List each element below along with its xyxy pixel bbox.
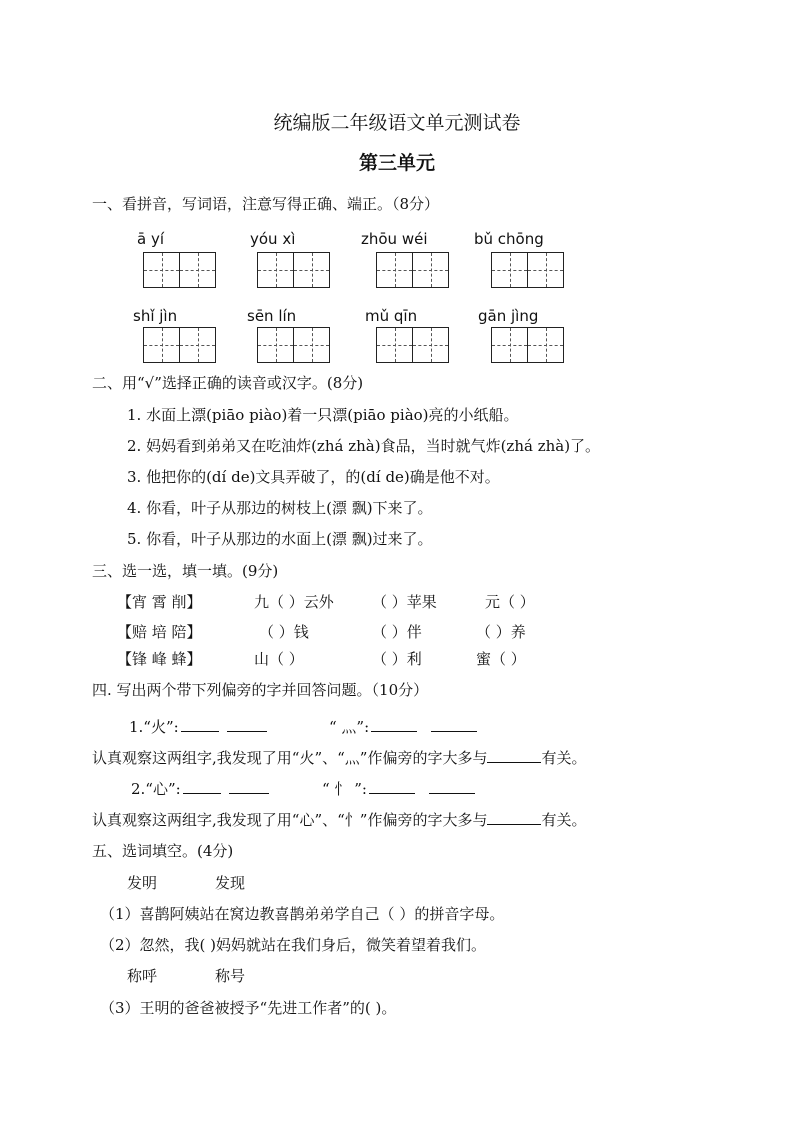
writing-grid-5[interactable] xyxy=(143,327,216,363)
fill-blank: （ ）养 xyxy=(476,623,526,641)
question-line xyxy=(129,716,267,737)
answer-blank[interactable] xyxy=(369,779,415,794)
word-choice: 发明 xyxy=(127,874,158,892)
char-group: 【锋 峰 蜂】 xyxy=(117,650,202,668)
writing-grid-4[interactable] xyxy=(491,252,564,288)
radical-label: “ 灬”: xyxy=(329,718,370,736)
fill-blank: （ ）钱 xyxy=(259,623,309,641)
fill-blank: （ ）伴 xyxy=(372,623,422,641)
answer-blank[interactable] xyxy=(487,748,541,763)
question-text: 认真观察这两组字,我发现了用“心”、“忄”作偏旁的字大多与 xyxy=(92,811,488,829)
section-5-heading: 五、选词填空。(4分) xyxy=(92,842,234,860)
fill-blank: 蜜（ ） xyxy=(476,650,526,668)
fill-blank: （ ）苹果 xyxy=(372,593,437,611)
unit-title: 第三单元 xyxy=(358,152,435,174)
question-line xyxy=(329,716,477,737)
writing-grid-1[interactable] xyxy=(143,252,216,288)
page-title: 统编版二年级语文单元测试卷 xyxy=(273,112,521,134)
section-3-heading: 三、选一选，填一填。(9分) xyxy=(92,562,279,580)
pinyin-2: yóu xì xyxy=(250,230,296,248)
question-line xyxy=(92,809,586,830)
question-line: （2）忽然，我( )妈妈就站在我们身后，微笑着望着我们。 xyxy=(100,936,487,954)
char-group: 【赔 培 陪】 xyxy=(117,623,202,641)
answer-blank[interactable] xyxy=(229,779,269,794)
question-text: 有关。 xyxy=(541,811,587,829)
question-line: 5. 你看，叶子从那边的水面上(漂 飘)过来了。 xyxy=(127,530,433,548)
writing-grid-8[interactable] xyxy=(491,327,564,363)
section-2-heading: 二、用“√”选择正确的读音或汉字。(8分) xyxy=(92,374,364,392)
question-line: 2. 妈妈看到弟弟又在吃油炸(zhá zhà)食品，当时就气炸(zhá zhà)了。 xyxy=(127,437,601,455)
question-line: （3）王明的爸爸被授予“先进工作者”的( )。 xyxy=(100,999,397,1017)
question-line: 1. 水面上漂(piāo piào)着一只漂(piāo piào)亮的小纸船。 xyxy=(127,406,519,424)
word-choice: 称呼 xyxy=(127,967,158,985)
pinyin-4: bǔ chōng xyxy=(474,230,544,248)
answer-blank[interactable] xyxy=(371,717,417,732)
writing-grid-3[interactable] xyxy=(376,252,449,288)
pinyin-8: gān jìng xyxy=(478,307,539,325)
section-1-heading: 一、看拼音，写词语，注意写得正确、端正。（8分） xyxy=(92,195,440,213)
pinyin-6: sēn lín xyxy=(247,307,297,325)
question-text: 有关。 xyxy=(541,749,587,767)
radical-label: 2.“心”: xyxy=(131,780,181,798)
char-group: 【宵 霄 削】 xyxy=(117,593,202,611)
writing-grid-6[interactable] xyxy=(257,327,330,363)
question-line: （1）喜鹊阿姨站在窝边教喜鹊弟弟学自己（ ）的拼音字母。 xyxy=(100,905,505,923)
question-text: 认真观察这两组字,我发现了用“火”、“灬”作偏旁的字大多与 xyxy=(92,749,488,767)
answer-blank[interactable] xyxy=(183,779,221,794)
fill-blank: 元（ ） xyxy=(485,593,535,611)
answer-blank[interactable] xyxy=(431,717,477,732)
question-line: 3. 他把你的(dí de)文具弄破了，的(dí de)确是他不对。 xyxy=(127,468,500,486)
answer-blank[interactable] xyxy=(429,779,475,794)
answer-blank[interactable] xyxy=(487,810,541,825)
pinyin-3: zhōu wéi xyxy=(361,230,428,248)
fill-blank: 山（ ） xyxy=(254,650,304,668)
question-line xyxy=(131,778,269,799)
radical-label: “ 忄 ”: xyxy=(322,780,367,798)
pinyin-5: shǐ jìn xyxy=(133,307,178,325)
answer-blank[interactable] xyxy=(227,717,267,732)
word-choice: 称号 xyxy=(215,967,246,985)
fill-blank: （ ）利 xyxy=(372,650,422,668)
pinyin-7: mǔ qīn xyxy=(365,307,418,325)
question-line: 4. 你看，叶子从那边的树枝上(漂 飘)下来了。 xyxy=(127,499,433,517)
writing-grid-2[interactable] xyxy=(257,252,330,288)
pinyin-1: ā yí xyxy=(137,230,165,248)
word-choice: 发现 xyxy=(215,874,246,892)
question-line xyxy=(92,747,586,768)
section-4-heading: 四. 写出两个带下列偏旁的字并回答问题。（10分） xyxy=(92,681,429,699)
answer-blank[interactable] xyxy=(181,717,219,732)
radical-label: 1.“火”: xyxy=(129,718,179,736)
fill-blank: 九（ ）云外 xyxy=(254,593,334,611)
question-line xyxy=(322,778,475,799)
writing-grid-7[interactable] xyxy=(376,327,449,363)
